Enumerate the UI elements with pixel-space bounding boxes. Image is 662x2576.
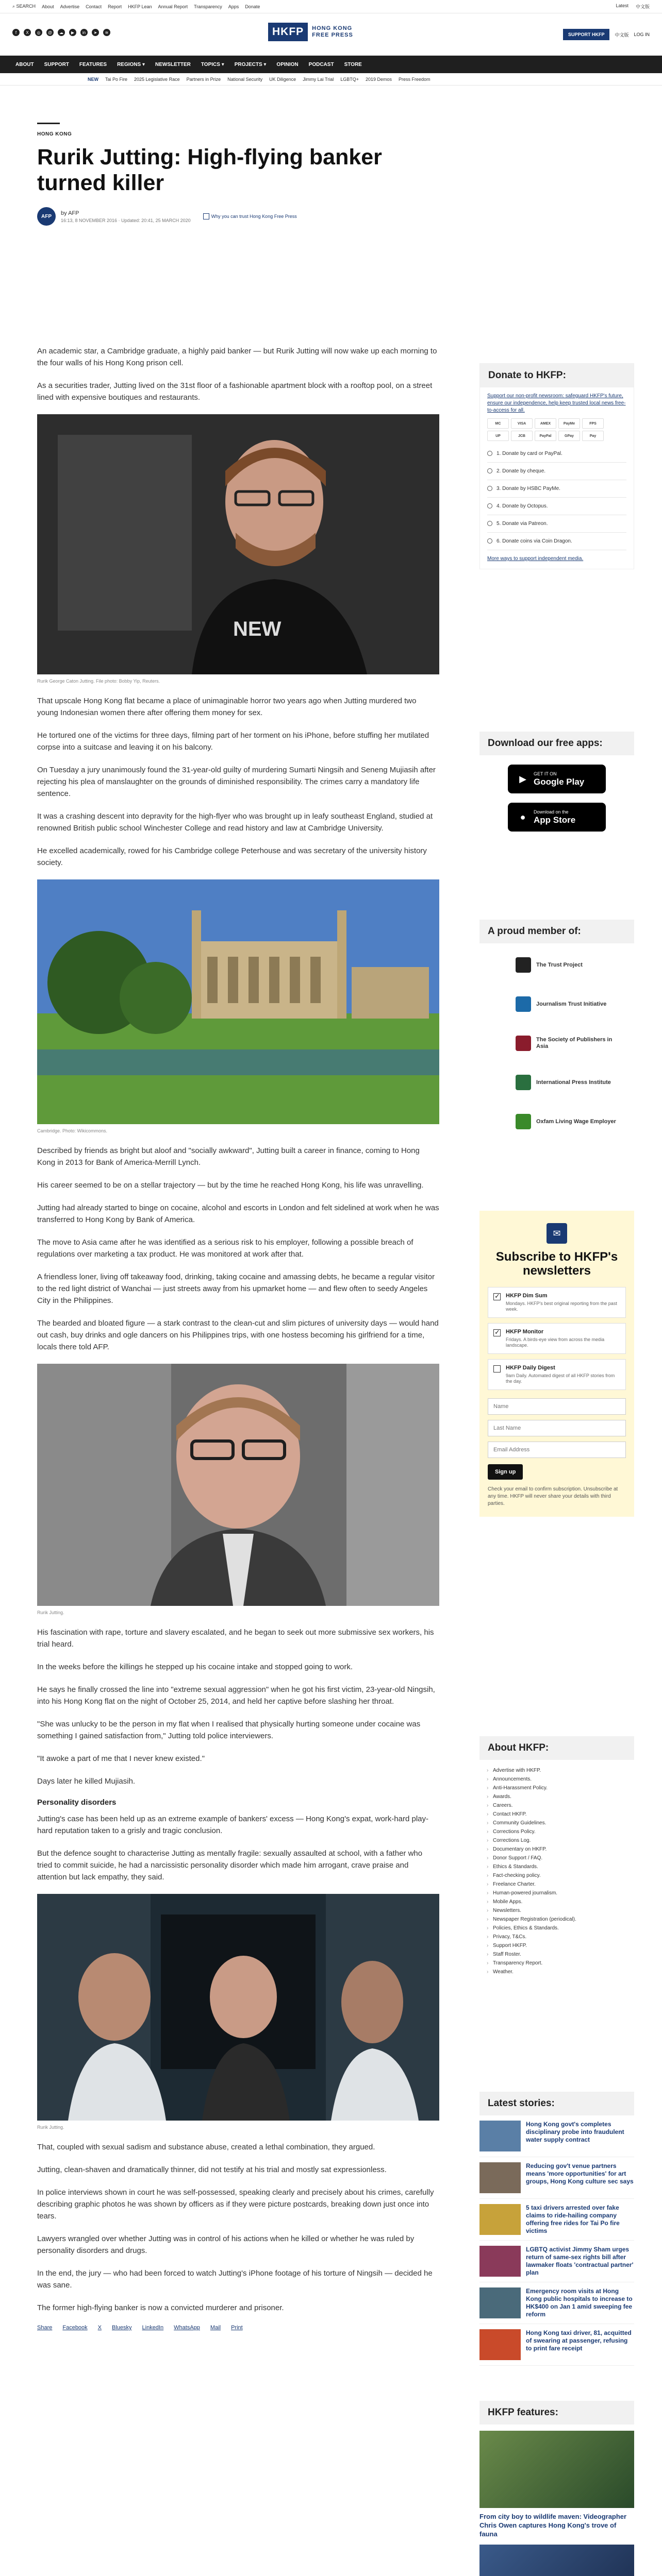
trending-link[interactable]: Press Freedom (399, 76, 431, 82)
about-link[interactable]: › Corrections Policy. (487, 1827, 627, 1836)
newsletter-name: HKFP Monitor (506, 1329, 544, 1335)
nav-podcast[interactable]: PODCAST (308, 61, 334, 67)
donate-title: Donate to HKFP: (480, 364, 634, 387)
jti-logo (516, 996, 531, 1012)
svg-text:NEW: NEW (233, 618, 282, 640)
latest-story[interactable] (479, 2324, 634, 2366)
sopa-logo (516, 1036, 531, 1051)
site-logo[interactable] (268, 23, 353, 41)
search-label: SEARCH (16, 4, 36, 9)
member-ipi[interactable] (479, 1068, 634, 1097)
article-paragraph: Jutting, clean-shaven and dramatically thinner, did not testify at his trial and mostly sat expressionless. (37, 2165, 387, 2174)
top-link-contact[interactable]: Contact (86, 4, 102, 9)
photo-jutting-2-art (37, 1364, 439, 1606)
newsletter-desc: 9am Daily. Automated digest of all HKFP stories from the day. (506, 1373, 615, 1384)
feature-title: From city boy to wildlife maven: Videographer Chris Owen captures Hong Kong's trove of fauna (479, 2513, 627, 2538)
about-link[interactable]: › Community Guidelines. (487, 1819, 627, 1827)
about-link[interactable]: › Freelance Charter. (487, 1880, 627, 1889)
trending-link[interactable]: UK Diligence (269, 76, 296, 82)
story-title: Hong Kong taxi driver, 81, acquitted of swearing at passenger, refusing to print fare receipt (526, 2329, 632, 2352)
article-paragraph: His career seemed to be on a stellar trajectory — but by the time he reached Hong Kong, his life was unravelling. (37, 1181, 424, 1190)
newsletter-option-daily-digest[interactable] (488, 1359, 626, 1390)
app-store-small: Download on the (534, 809, 569, 815)
article-paragraph: "She was unlucky to be the person in my flat when I realised that physically hurting someone under cocaine was something I gained satisfaction from," Jutting told police interviewers. (37, 1720, 421, 1740)
name-input[interactable] (488, 1398, 626, 1415)
apps-title: Download our free apps: (479, 732, 634, 755)
latest-title: Latest stories: (479, 2092, 634, 2115)
telegram-icon[interactable]: ➤ (92, 29, 99, 36)
nav-support[interactable]: SUPPORT (44, 61, 69, 67)
about-link[interactable]: › Privacy, T&Cs. (487, 1933, 627, 1941)
donate-bullet-icon (487, 451, 492, 456)
article-paragraph: The former high-flying banker is now a convicted murderer and prisoner. (37, 2303, 284, 2312)
about-link[interactable]: › Weather. (487, 1968, 627, 1976)
oxfam-logo (516, 1114, 531, 1129)
member-name: Journalism Trust Initiative (536, 1001, 607, 1007)
photo-jutting-3 (37, 1894, 439, 2121)
newsletter-name: HKFP Dim Sum (506, 1293, 548, 1299)
top-link-chinese[interactable]: 中文版 (635, 4, 650, 9)
donate-option-label: 2. Donate by cheque. (496, 468, 546, 474)
article-body (37, 345, 439, 2331)
linkedin-icon[interactable]: in (80, 29, 88, 36)
top-link-about[interactable]: About (42, 4, 54, 9)
about-link[interactable]: › Support HKFP. (487, 1941, 627, 1950)
photo-jutting-3-art (37, 1894, 439, 2121)
about-link[interactable]: › Advertise with HKFP. (487, 1766, 627, 1775)
story-thumbnail (479, 2329, 521, 2360)
ipi-logo (516, 1075, 531, 1090)
article-paragraph: Lawyers wrangled over whether Jutting was in control of his actions when he killed or whether he was ruled by personality disorders and drugs. (37, 2234, 415, 2255)
top-link-lean[interactable]: HKFP Lean (128, 4, 152, 9)
card-payme-icon[interactable]: PayMe (558, 418, 580, 429)
features-title: HKFP features: (479, 2401, 634, 2425)
byline (37, 207, 662, 226)
share-print[interactable]: Print (231, 2325, 243, 2331)
photo-caption: Rurik George Caton Jutting. File photo: Bobby Yip, Reuters. (37, 679, 160, 684)
author-avatar[interactable]: AFP (37, 207, 56, 226)
member-name: International Press Institute (536, 1079, 611, 1086)
photo-caption: Rurik Jutting. (37, 1610, 64, 1615)
article-paragraph: A friendless loner, living off takeaway food, drinking, taking cocaine and amassing debts, he became a regular visitor to the red light district of Wanchai — just streets away from his upmarket home — and flew often to seedy Angeles City in the Philippines. (37, 1273, 435, 1305)
nav-regions[interactable]: REGIONS ▾ (117, 61, 145, 67)
support-hkfp-button[interactable]: SUPPORT HKFP (563, 29, 610, 40)
trending-new-label: NEW (88, 76, 98, 82)
membership-widget (479, 920, 634, 1136)
share-whatsapp[interactable]: WhatsApp (174, 2325, 200, 2331)
title-divider (37, 123, 60, 124)
top-link-donate[interactable]: Donate (245, 4, 260, 9)
x-icon[interactable]: X (24, 29, 31, 36)
donate-option[interactable] (487, 533, 626, 550)
logo-name-line1: HONG KONG (312, 25, 353, 31)
donate-bullet-icon (487, 521, 492, 526)
card-jcb-icon[interactable]: JCB (511, 431, 533, 441)
feature-story[interactable] (479, 2431, 634, 2545)
donate-option-label: 5. Donate via Patreon. (496, 521, 548, 527)
youtube-icon[interactable]: ▶ (69, 29, 76, 36)
newsletter-option-dim-sum[interactable] (488, 1287, 626, 1318)
about-title: About HKFP: (479, 1736, 634, 1760)
donate-option-label: 1. Donate by card or PayPal. (496, 451, 562, 456)
about-link[interactable]: › Ethics & Standards. (487, 1862, 627, 1871)
article-paragraph: It was a crashing descent into depravity for the high-flyer who was brought up in leafy southeast England, studied at renowned British public school Winchester College and read history and law at Cambridge University. (37, 812, 433, 833)
photo-cambridge-art (37, 879, 439, 1124)
nav-newsletter[interactable]: NEWSLETTER (155, 61, 191, 67)
article-paragraph: That, coupled with sexual sadism and substance abuse, created a lethal combination, they argued. (37, 2143, 375, 2151)
logo-name (312, 25, 353, 39)
trust-project-logo (516, 957, 531, 973)
story-thumbnail (479, 2246, 521, 2277)
donate-option-label: 4. Donate by Octopus. (496, 503, 548, 509)
article-paragraph: "It awoke a part of me that I never knew existed." (37, 1754, 205, 1763)
about-link[interactable]: › Newsletters. (487, 1906, 627, 1915)
photo-caption: Cambridge. Photo: Wikicommons. (37, 1128, 108, 1133)
donate-text[interactable]: Support our non-profit newsroom: safeguard HKFP's future, ensure our independence, help keep trusted local news free-to-access for all. (487, 393, 626, 413)
main-nav (0, 56, 662, 73)
card-amex-icon[interactable]: AMEX (535, 418, 556, 429)
about-link[interactable]: › Corrections Log. (487, 1836, 627, 1845)
about-link[interactable]: › Documentary on HKFP. (487, 1845, 627, 1854)
donate-bullet-icon (487, 468, 492, 473)
sign-up-button[interactable]: Sign up (488, 1464, 523, 1480)
threads-icon[interactable]: @ (46, 29, 54, 36)
about-link[interactable]: › Donor Support / FAQ. (487, 1854, 627, 1862)
trending-link[interactable]: LGBTQ+ (340, 76, 359, 82)
social-icons (12, 29, 110, 36)
story-title: Emergency room visits at Hong Kong public hospitals to increase to HK$400 on Jan 1 amid sweeping fee reform (526, 2287, 633, 2318)
top-utility-bar (0, 0, 662, 13)
envelope-icon: ✉ (547, 1223, 567, 1244)
google-play-text (534, 771, 584, 787)
latest-story[interactable] (479, 2199, 634, 2241)
publish-date: 16:13, 8 NOVEMBER 2016 · Updated: 20:41, 25 MARCH 2020 (61, 217, 191, 223)
about-link[interactable]: › Careers. (487, 1801, 627, 1810)
share-mail[interactable]: Mail (210, 2325, 221, 2331)
photo-jutting-2 (37, 1364, 439, 1606)
google-play-big: Google Play (534, 777, 585, 787)
nav-projects[interactable]: PROJECTS ▾ (234, 61, 267, 67)
latest-story[interactable] (479, 2282, 634, 2324)
about-link[interactable]: › Human-powered journalism. (487, 1889, 627, 1897)
article-paragraph: His fascination with rape, torture and slavery escalated, and he began to seek out more submissive sex workers, his trial heard. (37, 1628, 434, 1649)
photo-jutting-1 (37, 414, 439, 674)
about-link[interactable]: › Announcements. (487, 1775, 627, 1784)
nav-features[interactable]: FEATURES (79, 61, 107, 67)
search-link[interactable]: ⌕ SEARCH (12, 4, 36, 9)
feature-story[interactable] (479, 2545, 634, 2576)
trending-link[interactable]: National Security (227, 76, 263, 82)
about-link[interactable]: › Contact HKFP. (487, 1810, 627, 1819)
trust-link[interactable] (203, 213, 297, 219)
card-mastercard-icon[interactable]: MC (487, 418, 509, 429)
about-link[interactable]: › Staff Roster. (487, 1950, 627, 1959)
trust-label: Why you can trust Hong Kong Free Press (211, 214, 297, 219)
article-paragraph: He excelled academically, rowed for his Cambridge college Peterhouse and was secretary of the university history society. (37, 846, 427, 867)
donate-option[interactable] (487, 515, 626, 533)
article-paragraph: The move to Asia came after he was identified as a serious risk to his employer, following a possible breach of regulations over marketing a tax product. He was monitored at work after that. (37, 1238, 413, 1259)
checkbox-icon[interactable] (493, 1365, 501, 1372)
newsletter-name: HKFP Daily Digest (506, 1365, 555, 1371)
newsletter-option-monitor[interactable] (488, 1323, 626, 1354)
trending-link[interactable]: Partners in Prize (186, 76, 221, 82)
article-paragraph: In police interviews shown in court he was self-possessed, speaking clearly and precisely about his crimes, carefully describing graphic photos he was shown by officers as if they were picture postcards, breaking down just once into tears. (37, 2188, 434, 2221)
latest-story[interactable] (479, 2115, 634, 2157)
story-title: 5 taxi drivers arrested over fake claims to ride-hailing company offering free rides for Tai Po fire victims (526, 2204, 620, 2234)
story-title: Reducing gov't venue partners means 'more opportunities' for art groups, Hong Kong culture sec says (526, 2162, 634, 2185)
newsletter-fine-print: Check your email to confirm subscription. Unsubscribe at any time. HKFP will never share your details with third parties. (488, 1486, 618, 1506)
about-link[interactable]: › Mobile Apps. (487, 1897, 627, 1906)
apple-icon: ● (520, 811, 526, 822)
donate-option-label: 3. Donate by HSBC PayMe. (496, 486, 560, 492)
donate-option-label: 6. Donate coins via Coin Dragon. (496, 538, 572, 544)
features-widget (479, 2401, 634, 2576)
trending-link[interactable]: Tai Po Fire (105, 76, 128, 82)
nav-store[interactable]: STORE (344, 61, 362, 67)
about-widget (479, 1736, 634, 1982)
newsletter-desc: Fridays. A birds-eye view from across the media landscape. (506, 1337, 605, 1348)
article-category[interactable]: HONG KONG (37, 131, 72, 137)
logo-mark: HKFP (268, 23, 308, 41)
photo-jutting-1-art (37, 414, 439, 674)
top-link-apps[interactable]: Apps (228, 4, 239, 9)
email-input[interactable] (488, 1442, 626, 1458)
chinese-edition-link[interactable]: 中文版 (615, 32, 629, 38)
last-name-input[interactable] (488, 1420, 626, 1436)
trending-bar (0, 73, 662, 86)
top-link-annual-report[interactable]: Annual Report (158, 4, 188, 9)
donate-option[interactable] (487, 480, 626, 498)
checkbox-checked-icon[interactable] (493, 1293, 501, 1300)
top-link-transparency[interactable]: Transparency (194, 4, 222, 9)
member-name: Oxfam Living Wage Employer (536, 1118, 616, 1125)
donate-option[interactable] (487, 498, 626, 515)
top-link-advertise[interactable]: Advertise (60, 4, 80, 9)
app-store-badge[interactable] (508, 803, 606, 832)
trending-link[interactable]: 2025 Legislative Race (134, 76, 180, 82)
membership-title: A proud member of: (479, 920, 634, 943)
about-link[interactable]: › Anti-Harassment Policy. (487, 1784, 627, 1792)
newsletter-desc: Mondays. HKFP's best original reporting from the past week. (506, 1301, 617, 1312)
card-visa-icon[interactable]: VISA (511, 418, 533, 429)
about-link[interactable]: › Fact-checking policy. (487, 1871, 627, 1880)
donate-bullet-icon (487, 503, 492, 509)
story-title: LGBTQ activist Jimmy Sham urges return of same-sex rights bill after lawmaker floats 'contractual partner' plan (526, 2246, 634, 2276)
share-x[interactable]: X (97, 2325, 102, 2331)
member-oxfam[interactable] (479, 1107, 634, 1136)
about-link[interactable]: › Policies, Ethics & Standards. (487, 1924, 627, 1933)
article-paragraph: That upscale Hong Kong flat became a place of unimaginable horror two years ago when Jutting murdered two young Indonesian women there after offering them money for sex. (37, 697, 417, 717)
login-link[interactable]: LOG IN (634, 32, 650, 37)
about-link[interactable]: › Newspaper Registration (periodical). (487, 1915, 627, 1924)
about-link[interactable]: › Transparency Report. (487, 1959, 627, 1968)
feature-image (479, 2545, 634, 2576)
donate-option[interactable] (487, 445, 626, 463)
latest-story[interactable] (479, 2157, 634, 2199)
share-bluesky[interactable]: Bluesky (112, 2325, 132, 2331)
author-name[interactable]: by AFP (61, 210, 79, 216)
article-title: Rurik Jutting: High-flying banker turned killer (37, 145, 382, 195)
member-trust-project[interactable] (479, 951, 634, 979)
apps-widget (479, 732, 634, 832)
instagram-icon[interactable]: ◎ (35, 29, 42, 36)
trust-icon (203, 213, 209, 219)
article-paragraph: An academic star, a Cambridge graduate, a highly paid banker — but Rurik Jutting will now wake up each morning to the four walls of his Hong Kong prison cell. (37, 347, 437, 367)
google-play-badge[interactable] (508, 765, 606, 793)
share-linkedin[interactable]: LinkedIn (142, 2325, 164, 2331)
member-name: The Trust Project (536, 961, 583, 968)
about-links (479, 1760, 634, 1982)
payment-methods (480, 414, 634, 445)
card-paypal-icon[interactable]: PayPal (535, 431, 556, 441)
donate-widget (479, 363, 634, 569)
story-thumbnail (479, 2121, 521, 2151)
share-bar (37, 2325, 439, 2331)
member-name: The Society of Publishers in Asia (536, 1037, 613, 1049)
share-label: Share (37, 2325, 53, 2331)
latest-story[interactable] (479, 2241, 634, 2282)
member-jti[interactable] (479, 990, 634, 1019)
app-store-big: App Store (534, 815, 576, 825)
masthead-actions (563, 29, 650, 40)
article-paragraph: He tortured one of the victims for three days, filming part of her torment on his iPhone, before stuffing her mutilated corpse into a suitcase and leaving it on his balcony. (37, 731, 429, 752)
bluesky-icon[interactable]: ☁ (58, 29, 65, 36)
story-thumbnail (479, 2162, 521, 2193)
nav-about[interactable]: ABOUT (15, 61, 34, 67)
article-paragraph: As a securities trader, Jutting lived on the 31st floor of a fashionable apartment block with a rooftop pool, on a street lined with expensive boutiques and restaurants. (37, 381, 433, 402)
checkbox-checked-icon[interactable] (493, 1329, 501, 1336)
trending-link[interactable]: 2019 Demos (365, 76, 392, 82)
article-paragraph: He says he finally crossed the line into "extreme sexual aggression" when he got his first victim, 23-year-old Ningsih, into his Hong Kong flat on the night of October 25, 2014, and held her captive before slashing her throat. (37, 1685, 435, 1706)
card-fps-icon[interactable]: FPS (582, 418, 604, 429)
donate-bullet-icon (487, 486, 492, 491)
nav-opinion[interactable]: OPINION (276, 61, 299, 67)
story-thumbnail (479, 2287, 521, 2318)
story-title: Hong Kong govt's completes disciplinary probe into fraudulent water supply contract (526, 2121, 624, 2143)
rss-icon[interactable]: ≋ (103, 29, 110, 36)
trending-link[interactable]: Jimmy Lai Trial (303, 76, 334, 82)
newsletter-title: Subscribe to HKFP's newsletters (495, 1250, 618, 1278)
photo-caption: Rurik Jutting. (37, 2125, 64, 2130)
top-link-latest[interactable]: Latest (616, 3, 628, 8)
top-link-report[interactable]: Report (108, 4, 122, 9)
app-store-text (534, 809, 575, 825)
card-unionpay-icon[interactable]: UP (487, 431, 509, 441)
newsletter-widget (479, 1211, 634, 1517)
article-paragraph: In the weeks before the killings he stepped up his cocaine intake and stopped going to work. (37, 1663, 353, 1671)
latest-widget (479, 2092, 634, 2366)
section-heading: Personality disorders (37, 1798, 117, 1807)
donate-bullet-icon (487, 538, 492, 544)
facebook-icon[interactable]: f (12, 29, 20, 36)
google-play-icon: ▶ (519, 773, 526, 784)
article-paragraph: The bearded and bloated figure — a stark contrast to the clean-cut and slim pictures of university days — would hand out cash, buy drinks and ogle dancers on his Philippines trips, with one hostess becoming his girlfriend for a time, locals there told AFP. (37, 1319, 439, 1351)
logo-name-line2: FREE PRESS (312, 32, 353, 38)
feature-image (479, 2431, 634, 2508)
story-thumbnail (479, 2204, 521, 2235)
article-paragraph: Jutting had already started to binge on cocaine, alcohol and escorts in London and felt sidelined at work when he was transferred to Hong Kong by Bank of America. (37, 1204, 439, 1224)
card-applepay-icon[interactable]: Pay (582, 431, 604, 441)
google-play-small: GET IT ON (534, 771, 557, 776)
article-paragraph: In the end, the jury — who had been forced to watch Jutting's iPhone footage of his torture of Ningsih — decided he was sane. (37, 2269, 433, 2290)
about-link[interactable]: › Awards. (487, 1792, 627, 1801)
nav-topics[interactable]: TOPICS ▾ (201, 61, 224, 67)
card-gpay-icon[interactable]: GPay (558, 431, 580, 441)
photo-cambridge (37, 879, 439, 1124)
article-paragraph: On Tuesday a jury unanimously found the 31-year-old guilty of murdering Sumarti Ningsih and Seneng Mujiasih after rejecting his plea of manslaughter on the grounds of diminished responsibility. The crimes carry a mandatory life sentence. (37, 766, 436, 798)
masthead (0, 13, 662, 56)
member-sopa[interactable] (479, 1029, 634, 1058)
article-paragraph: Days later he killed Mujiasih. (37, 1777, 136, 1786)
donate-option[interactable] (487, 463, 626, 480)
more-ways-link[interactable]: More ways to support independent media. (487, 556, 584, 562)
article-paragraph: Jutting's case has been held up as an extreme example of bankers' excess — Hong Kong's expat, work-hard play-hard reputation taken to a grisly and tragic conclusion. (37, 1815, 429, 1835)
article-paragraph: Described by friends as bright but aloof and "socially awkward", Jutting built a career in finance, coming to Hong Kong in 2013 for Bank of America-Merrill Lynch. (37, 1146, 420, 1167)
article-paragraph: But the defence sought to characterise Jutting as mentally fragile: sexually assaulted at school, with a father who tried to commit suicide, he had a narcissistic personality disorder which made him arrogant, crave praise and attention but lack empathy, they said. (37, 1849, 423, 1882)
share-facebook[interactable]: Facebook (62, 2325, 88, 2331)
